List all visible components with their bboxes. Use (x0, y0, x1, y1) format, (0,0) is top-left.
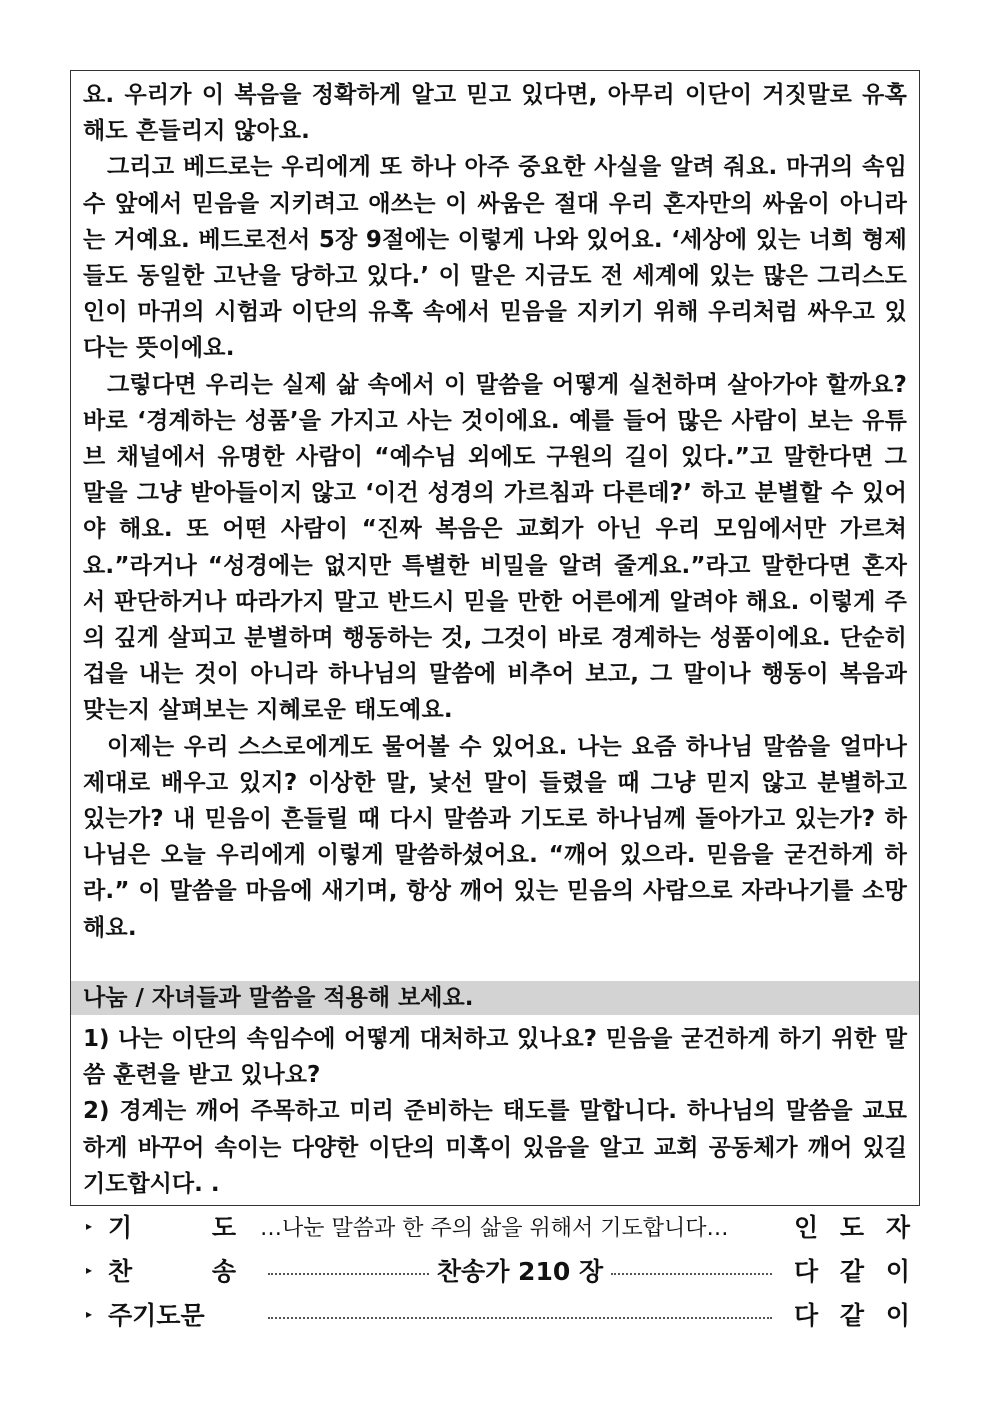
leader-char: 이 (885, 1301, 910, 1330)
paragraph-2: 그리고 베드로는 우리에게 또 하나 아주 중요한 사실을 알려 줘요. 마귀의 속임수 앞에서 믿음을 지키려고 애쓰는 이 싸움은 절대 우리 혼자만의 싸움이 아니라는 거예요. 베드로전서 5장 9절에는 이렇게 나와 있어요. ‘세상에 있는 너희 형제들도 동일한 고난을 당하고 있다.’ 이 말은 지금도 전 세계에 있는 많은 그리스도인이 마귀의 시험과 이단의 유혹 속에서 믿음을 지키기 위해 우리처럼 싸우고 있다는 뜻이에요. (83, 154, 907, 362)
order-label (108, 1208, 236, 1244)
leader-char: 같 (839, 1301, 865, 1330)
sermon-body (83, 77, 907, 946)
content-frame (70, 70, 920, 1206)
hymn-number: 찬송가 210 장 (436, 1257, 604, 1286)
share-questions (83, 1021, 907, 1202)
triangle-bullet-icon: ▸ (86, 1219, 93, 1233)
share-question-2: 2) 경계는 깨어 주목하고 미리 준비하는 태도를 말합니다. 하나님의 말씀을 교묘하게 바꾸어 속이는 다양한 이단의 미혹이 있음을 알고 교회 공동체가 깨어 있길 기도합시다. . (83, 1098, 907, 1197)
share-section-header: 나눔 / 자녀들과 말씀을 적용해 보세요. (71, 981, 919, 1015)
leader-char: 다 (794, 1301, 819, 1330)
order-leader (794, 1208, 910, 1244)
label-char: 송 (211, 1257, 236, 1286)
label-char: 찬 (108, 1257, 133, 1286)
triangle-bullet-icon: ▸ (86, 1263, 93, 1277)
order-label: 주기도문 (108, 1301, 205, 1330)
leader-char: 이 (885, 1257, 910, 1286)
order-hymn (86, 1250, 910, 1290)
label-char: 도 (211, 1213, 236, 1242)
leader-char: 도 (839, 1213, 865, 1242)
paragraph-1: 요. 우리가 이 복음을 정확하게 알고 믿고 있다면, 아무리 이단이 거짓말로 유혹해도 흔들리지 않아요. (83, 82, 907, 145)
order-description (236, 1211, 794, 1242)
prayer-description: …나눈 말씀과 한 주의 삶을 위해서 기도합니다… (260, 1215, 729, 1241)
order-description (236, 1313, 794, 1315)
order-lords-prayer (86, 1294, 910, 1334)
order-leader (794, 1252, 910, 1288)
share-question-1: 1) 나는 이단의 속임수에 어떻게 대처하고 있나요? 믿음을 굳건하게 하기 위한 말씀 훈련을 받고 있나요? (83, 1026, 907, 1089)
order-label (108, 1252, 236, 1288)
leader-char: 다 (794, 1257, 819, 1286)
leader-char: 인 (794, 1213, 819, 1242)
triangle-bullet-icon: ▸ (86, 1307, 93, 1321)
leader-dots (611, 1273, 772, 1275)
order-leader (794, 1296, 910, 1332)
leader-char: 자 (885, 1213, 910, 1242)
leader-dots (268, 1273, 429, 1275)
paragraph-3: 그렇다면 우리는 실제 삶 속에서 이 말씀을 어떻게 실천하며 살아가야 할까요? 바로 ‘경계하는 성품’을 가지고 사는 것이에요. 예를 들어 많은 사람이 보는 유튜브 채널에서 유명한 사람이 “예수님 외에도 구원의 길이 있다.”고 말한다면 그 말을 그냥 받아들이지 않고 ‘이건 성경의 가르침과 다른데?’ 하고 분별할 수 있어야 해요. 또 어떤 사람이 “진짜 복음은 교회가 아닌 우리 모임에서만 가르쳐요.”라거나 “성경에는 없지만 특별한 비밀을 알려 줄게요.”라고 말한다면 혼자서 판단하거나 따라가지 말고 반드시 믿을 만한 어른에게 알려야 해요. 이렇게 주의 깊게 살피고 분별하며 행동하는 것, 그것이 바로 경계하는 성품이에요. 단순히 겁을 내는 것이 아니라 하나님의 말씀에 비추어 보고, 그 말이나 행동이 복음과 맞는지 살펴보는 지혜로운 태도예요. (83, 371, 907, 724)
leader-char: 같 (839, 1257, 865, 1286)
order-description (236, 1252, 794, 1288)
leader-dots (268, 1317, 772, 1319)
order-prayer (86, 1206, 910, 1246)
paragraph-4: 이제는 우리 스스로에게도 물어볼 수 있어요. 나는 요즘 하나님 말씀을 얼마나 제대로 배우고 있지? 이상한 말, 낯선 말이 들렸을 때 그냥 믿지 않고 분별하고 있는가? 내 믿음이 흔들릴 때 다시 말씀과 기도로 하나님께 돌아가고 있는가? 하나님은 오늘 우리에게 이렇게 말씀하셨어요. “깨어 있으라. 믿음을 굳건하게 하라.” 이 말씀을 마음에 새기며, 항상 깨어 있는 믿음의 사람으로 자라나기를 소망해요. (83, 733, 907, 941)
label-char: 기 (108, 1213, 133, 1242)
